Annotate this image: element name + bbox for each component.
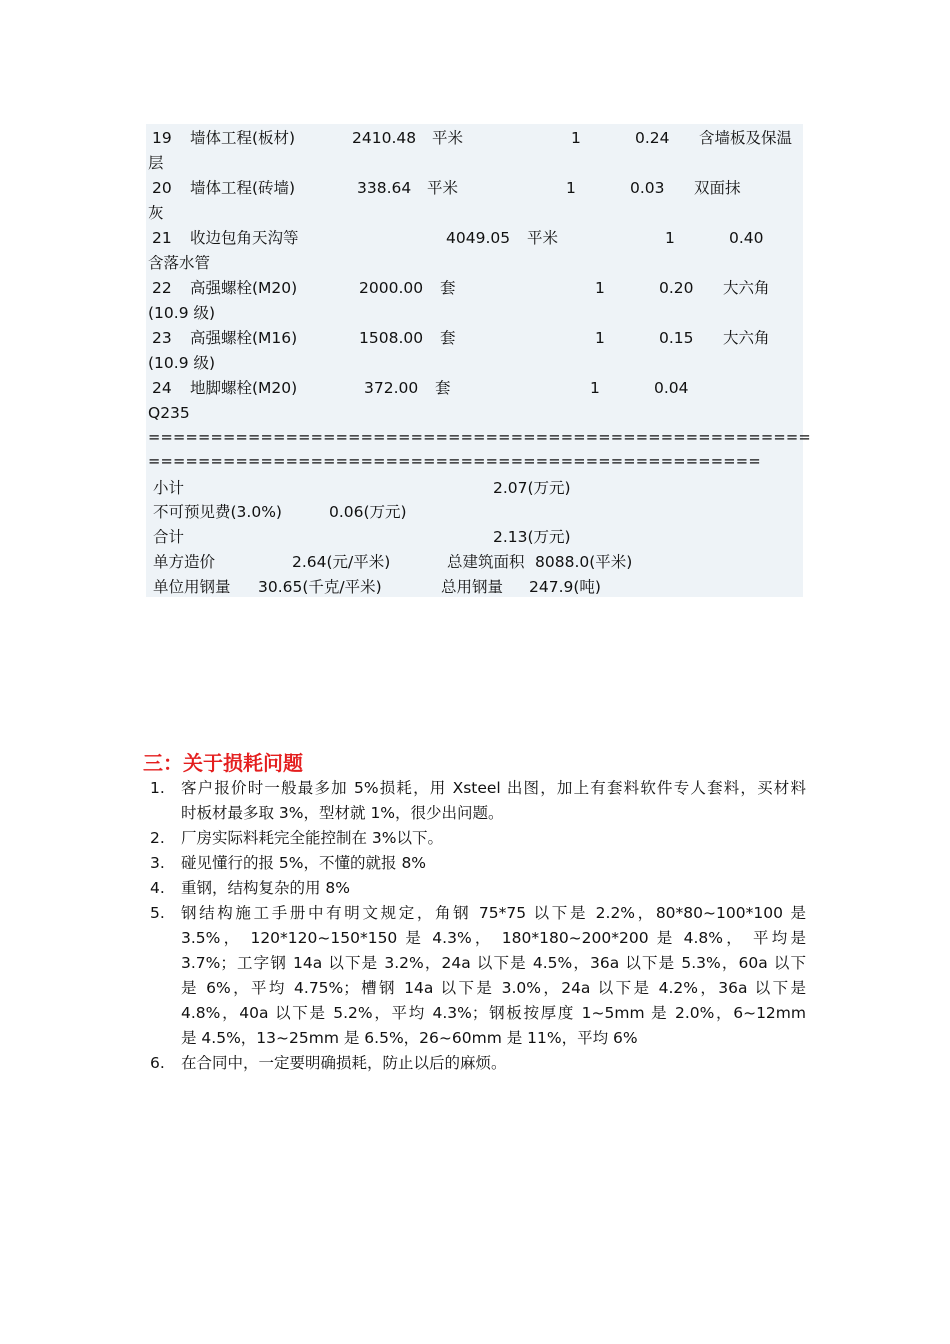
item-unit: 平米 [432,129,464,147]
list-text-line: 是 6%，平均 4.75%；槽钢 14a 以下是 3.0%，24a 以下是 4.2%，36a 以下是 [181,979,806,997]
item-note: 大六角 [723,329,770,347]
item-quantity: 1508.00 [359,329,424,347]
list-number: 1. [150,779,165,797]
item-quantity: 2000.00 [359,279,424,297]
item-cost: 0.40 [729,229,764,247]
item-note-wrap: Q235 [148,404,190,422]
total-steel-value: 247.9(吨) [529,578,601,596]
item-unit: 套 [435,379,451,397]
separator-line: ===================================================== [148,429,811,446]
item-cost: 0.15 [659,329,694,347]
item-quantity: 372.00 [364,379,419,397]
row-number: 24 [152,379,172,397]
item-cost: 0.24 [635,129,670,147]
item-unit: 套 [440,279,456,297]
item-name: 地脚螺栓(M20) [190,379,298,397]
item-factor: 1 [590,379,600,397]
item-note-wrap: 含落水管 [148,254,211,272]
item-factor: 1 [571,129,581,147]
row-number: 20 [152,179,172,197]
total-label: 合计 [153,528,185,546]
list-number: 2. [150,829,165,847]
building-area-label: 总建筑面积 [447,553,525,571]
list-text-line: 时板材最多取 3%，型材就 1%，很少出问题。 [181,804,504,822]
list-text-line: 钢结构施工手册中有明文规定，角钢 75*75 以下是 2.2%，80*80~100*100 是 [181,904,806,922]
subtotal-label: 小计 [153,479,185,497]
item-name: 墙体工程(板材) [190,129,296,147]
list-number: 4. [150,879,165,897]
list-number: 5. [150,904,165,922]
list-text-line: 在合同中，一定要明确损耗，防止以后的麻烦。 [181,1054,507,1072]
unit-price-label: 单方造价 [153,553,216,571]
contingency-label: 不可预见费(3.0%) [153,503,282,521]
item-name: 墙体工程(砖墙) [190,179,296,197]
item-cost: 0.04 [654,379,689,397]
list-text-line: 是 4.5%，13~25mm 是 6.5%，26~60mm 是 11%，平均 6% [181,1029,638,1047]
list-text-line: 厂房实际料耗完全能控制在 3%以下。 [181,829,444,847]
list-text-line: 3.5%， 120*120~150*150 是 4.3%， 180*180~200*200 是 4.8%， 平均是 [181,929,806,947]
item-cost: 0.03 [630,179,665,197]
total-value: 2.13(万元) [493,528,571,546]
item-note: 含墙板及保温 [699,129,793,147]
item-note: 双面抹 [694,179,741,197]
list-text-line: 重钢，结构复杂的用 8% [181,879,351,897]
building-area-value: 8088.0(平米) [535,553,633,571]
item-unit: 平米 [527,229,559,247]
list-text-line: 客户报价时一般最多加 5%损耗，用 Xsteel 出图，加上有套料软件专人套料，买材料 [181,779,806,797]
steel-per-area-value: 30.65(千克/平米) [258,578,382,596]
item-quantity: 4049.05 [446,229,511,247]
list-item [150,851,810,876]
list-number: 6. [150,1054,165,1072]
item-factor: 1 [665,229,675,247]
list-item [150,776,810,826]
unit-price-value: 2.64(元/平米) [292,553,391,571]
item-note-wrap: 层 [148,154,164,172]
list-item [150,1051,810,1076]
item-unit: 平米 [427,179,459,197]
item-name: 收边包角天沟等 [190,229,299,247]
item-name: 高强螺栓(M20) [190,279,298,297]
list-item [150,901,810,1051]
separator-line: ================================================= [148,453,761,470]
contingency-value: 0.06(万元) [329,503,407,521]
item-cost: 0.20 [659,279,694,297]
list-text-line: 3.7%；工字钢 14a 以下是 3.2%，24a 以下是 4.5%，36a 以下是 5.3%，60a 以下 [181,954,806,972]
item-factor: 1 [595,279,605,297]
item-quantity: 2410.48 [352,129,417,147]
steel-per-area-label: 单位用钢量 [153,578,231,596]
item-note-wrap: (10.9 级) [148,354,216,372]
list-number: 3. [150,854,165,872]
total-steel-label: 总用钢量 [441,578,504,596]
item-note: 大六角 [723,279,770,297]
item-quantity: 338.64 [357,179,412,197]
item-name: 高强螺栓(M16) [190,329,298,347]
row-number: 22 [152,279,172,297]
section-heading: 三：关于损耗问题 [143,751,303,775]
row-number: 23 [152,329,172,347]
list-item [150,876,810,901]
subtotal-value: 2.07(万元) [493,479,571,497]
item-unit: 套 [440,329,456,347]
list-text-line: 4.8%，40a 以下是 5.2%，平均 4.3%；钢板按厚度 1~5mm 是 2.0%，6~12mm [181,1004,806,1022]
list-item [150,826,810,851]
item-factor: 1 [566,179,576,197]
item-note-wrap: (10.9 级) [148,304,216,322]
list-text-line: 碰见懂行的报 5%，不懂的就报 8% [181,854,427,872]
item-factor: 1 [595,329,605,347]
row-number: 21 [152,229,172,247]
row-number: 19 [152,129,172,147]
item-note-wrap: 灰 [148,204,164,222]
